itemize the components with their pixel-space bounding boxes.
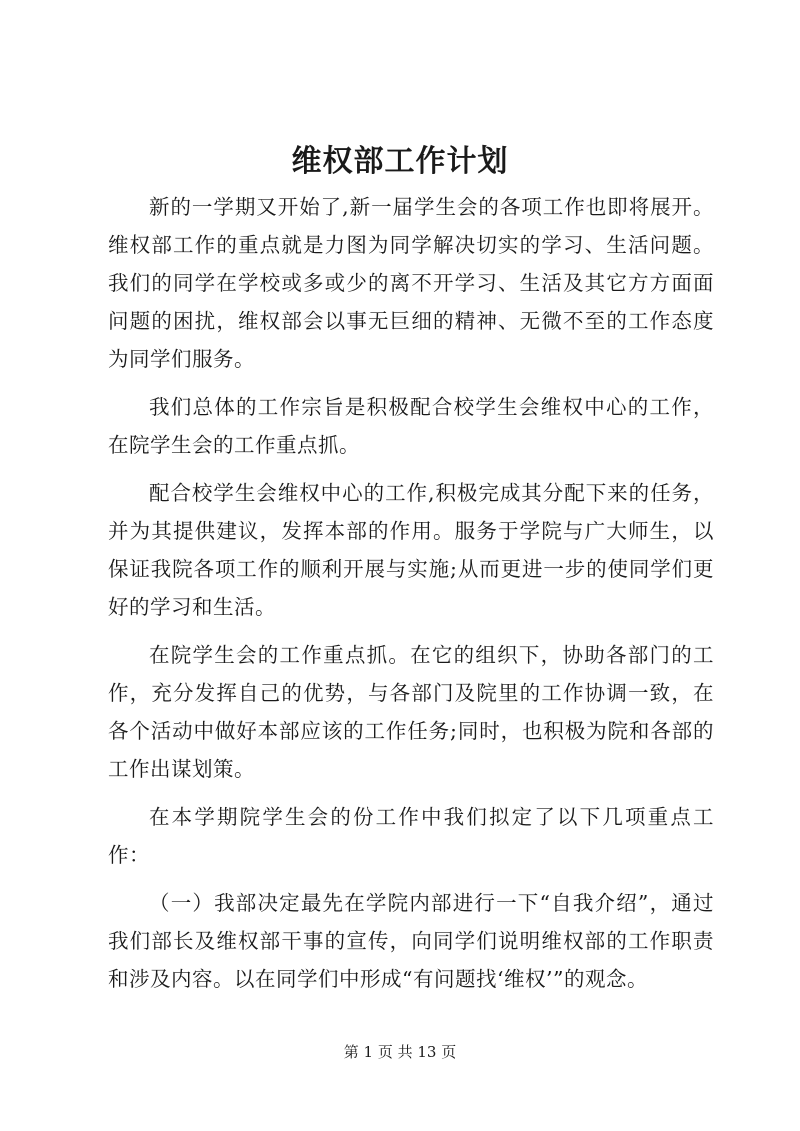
- paragraph-intro: 新的一学期又开始了,新一届学生会的各项工作也即将展开。维权部工作的重点就是力图为同学解决切实的学习、生活问题。我们的同学在学校或多或少的离不开学习、生活及其它方方面面问题的困扰，维权部会以事无巨细的精神、无微不至的工作态度为同学们服务。: [108, 195, 714, 371]
- paragraph-purpose: 我们总体的工作宗旨是积极配合校学生会维权中心的工作，在院学生会的工作重点抓。: [108, 395, 714, 457]
- paragraph-key-tasks: 在本学期院学生会的份工作中我们拟定了以下几项重点工作：: [108, 805, 714, 867]
- page-number-footer: 第 1 页 共 13 页: [343, 1043, 457, 1061]
- document-body: [108, 188, 714, 1008]
- paragraph-item-one: （一）我部决定最先在学院内部进行一下“自我介绍”，通过我们部长及维权部干事的宣传，向同学们说明维权部的工作职责和涉及内容。以在同学们中形成“有问题找‘维权’”的观念。: [108, 891, 714, 991]
- paragraph-college-work: 在院学生会的工作重点抓。在它的组织下，协助各部门的工作，充分发挥自己的优势，与各部门及院里的工作协调一致，在各个活动中做好本部应该的工作任务;同时，也积极为院和各部的工作出谋划策。: [108, 643, 714, 781]
- document-title: 维权部工作计划: [291, 144, 509, 179]
- paragraph-cooperation: 配合校学生会维权中心的工作,积极完成其分配下来的任务，并为其提供建议，发挥本部的作用。服务于学院与广大师生，以保证我院各项工作的顺利开展与实施;从而更进一步的使同学们更好的学习和生活。: [108, 481, 714, 619]
